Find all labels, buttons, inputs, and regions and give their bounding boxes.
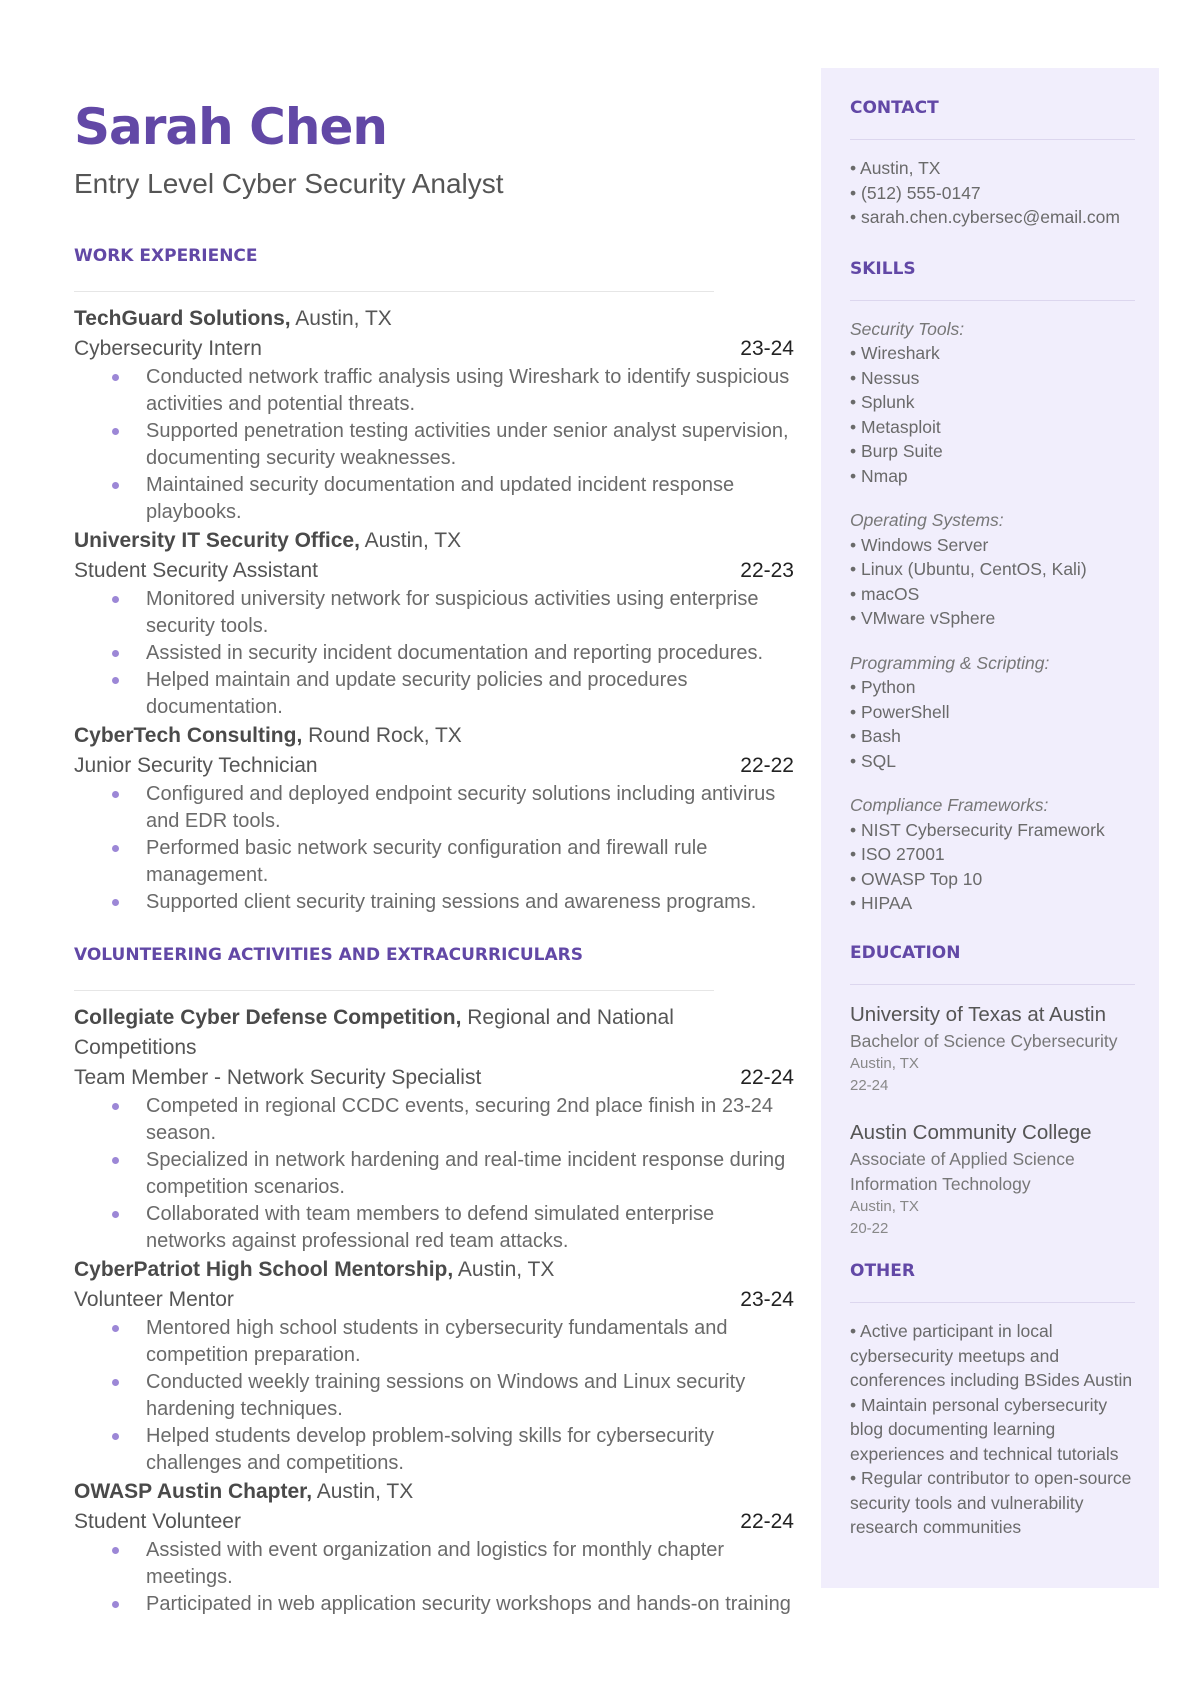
role-title: Student Security Assistant — [74, 559, 318, 582]
bullet-dot-icon — [112, 1157, 119, 1164]
education-list — [850, 1001, 1135, 1241]
bullet-text: Assisted in security incident documentation and reporting procedures. — [146, 642, 764, 664]
skill-item: • Nmap — [850, 465, 908, 486]
bullet-text: Monitored university network for suspicious activities using enterprise security tools. — [146, 588, 759, 637]
organization-location: Regional and National Competitions — [74, 1006, 674, 1059]
bullet-dot-icon — [112, 791, 119, 798]
school-name: Austin Community College — [850, 1121, 1092, 1144]
skill-item: • PowerShell — [850, 701, 950, 722]
bullet-text: Collaborated with team members to defend simulated enterprise networks against professional red team attacks. — [146, 1203, 715, 1252]
organization-name: OWASP Austin Chapter, — [74, 1480, 313, 1503]
bullet-dot-icon — [112, 1433, 119, 1440]
entry — [74, 1255, 796, 1477]
skill-category: Operating Systems: — [850, 510, 1004, 530]
entry-organization — [74, 1255, 796, 1285]
school-location: Austin, TX — [850, 1198, 919, 1215]
entry-organization — [74, 721, 796, 751]
education-entry — [850, 1001, 1135, 1098]
role-title: Student Volunteer — [74, 1510, 241, 1533]
bullet-dot-icon — [112, 1601, 119, 1608]
bullet-item — [74, 1423, 796, 1477]
main-column — [74, 95, 796, 1618]
role-title: Cybersecurity Intern — [74, 337, 262, 360]
skill-item: • ISO 27001 — [850, 844, 945, 864]
bullet-text: Helped maintain and update security policies and procedures documentation. — [146, 669, 688, 718]
sidebar — [821, 68, 1159, 1588]
other-heading: OTHER — [850, 1261, 915, 1281]
sidebar-divider — [850, 300, 1135, 301]
bullet-list — [74, 1315, 796, 1477]
skill-item: • Python — [850, 677, 916, 697]
bullet-dot-icon — [112, 374, 119, 381]
organization-location: Austin, TX — [359, 529, 462, 552]
skill-item: • NIST Cybersecurity Framework — [850, 819, 1105, 840]
role-row — [74, 334, 796, 364]
sidebar-divider — [850, 984, 1135, 985]
bullet-item — [74, 667, 796, 721]
entry — [74, 721, 796, 916]
other-item: • Regular contributor to open-source security tools and vulnerability research communities — [850, 1468, 1132, 1537]
bullet-dot-icon — [112, 845, 119, 852]
section-divider — [74, 291, 714, 292]
contact-item: • sarah.chen.cybersec@email.com — [850, 207, 1120, 227]
bullet-dot-icon — [112, 1379, 119, 1386]
organization-location: Austin, TX — [290, 307, 392, 330]
organization-name: CyberTech Consulting, — [74, 724, 303, 747]
bullet-text: Participated in web application security workshops and hands-on training — [146, 1593, 791, 1615]
organization-location: Round Rock, TX — [302, 724, 462, 747]
bullet-item — [74, 1201, 796, 1255]
bullet-text: Conducted weekly training sessions on Windows and Linux security hardening techniques. — [146, 1371, 746, 1420]
bullet-item — [74, 1315, 796, 1369]
organization-name: CyberPatriot High School Mentorship, — [74, 1258, 454, 1281]
bullet-item — [74, 418, 796, 472]
role-dates: 22-24 — [740, 1510, 794, 1533]
role-row — [74, 1507, 796, 1537]
bullet-text: Supported client security training sessions and awareness programs. — [146, 891, 757, 913]
work-experience-list — [74, 304, 796, 916]
degree-name: Bachelor of Science Cybersecurity — [850, 1030, 1118, 1051]
contact-item: • (512) 555-0147 — [850, 182, 981, 203]
other-list — [850, 1319, 1135, 1540]
bullet-dot-icon — [112, 677, 119, 684]
job-title: Entry Level Cyber Security Analyst — [74, 168, 504, 199]
bullet-dot-icon — [112, 1547, 119, 1554]
bullet-text: Assisted with event organization and logistics for monthly chapter meetings. — [146, 1539, 725, 1588]
bullet-item — [74, 1369, 796, 1423]
degree-name: Information Technology — [850, 1173, 1031, 1194]
skills-list — [850, 317, 1135, 916]
entry — [74, 1003, 796, 1255]
role-row — [74, 1285, 796, 1315]
other-item: • Maintain personal cybersecurity blog documenting learning experiences and technical tutorials — [850, 1394, 1119, 1464]
entry — [74, 1477, 796, 1618]
bullet-item — [74, 1147, 796, 1201]
role-row — [74, 751, 796, 781]
section-divider — [74, 990, 714, 991]
bullet-item — [74, 640, 796, 667]
skill-item: • HIPAA — [850, 893, 913, 913]
role-dates: 23-24 — [740, 337, 794, 360]
skill-item: • Wireshark — [850, 343, 940, 363]
bullet-text: Configured and deployed endpoint security solutions including antivirus and EDR tools. — [146, 783, 776, 832]
bullet-dot-icon — [112, 482, 119, 489]
school-dates: 20-22 — [850, 1220, 889, 1237]
entry-organization — [74, 1003, 796, 1063]
bullet-item — [74, 1537, 796, 1591]
skill-item: • Metasploit — [850, 416, 941, 437]
organization-name: TechGuard Solutions, — [74, 307, 291, 330]
role-dates: 23-24 — [740, 1288, 794, 1311]
skills-heading: SKILLS — [850, 258, 916, 279]
skill-category: Compliance Frameworks: — [850, 795, 1049, 815]
work-experience-heading: WORK EXPERIENCE — [74, 246, 258, 266]
bullet-list — [74, 586, 796, 721]
bullet-list — [74, 1537, 796, 1618]
other-item: • Active participant in local cybersecurity meetups and conferences including BSides Austin — [850, 1321, 1133, 1390]
bullet-dot-icon — [112, 1325, 119, 1332]
candidate-name: Sarah Chen — [74, 98, 387, 156]
bullet-item — [74, 1093, 796, 1147]
education-heading: EDUCATION — [850, 942, 961, 963]
organization-name: University IT Security Office, — [74, 529, 360, 552]
entry — [74, 526, 796, 721]
bullet-text: Competed in regional CCDC events, securing 2nd place finish in 23-24 season. — [146, 1095, 774, 1144]
role-title: Volunteer Mentor — [74, 1288, 234, 1311]
contact-heading: CONTACT — [850, 98, 939, 118]
bullet-text: Supported penetration testing activities under senior analyst supervision, documenting security weaknesses. — [146, 420, 789, 469]
skill-category: Programming & Scripting: — [850, 652, 1050, 673]
education-entry — [850, 1119, 1135, 1240]
degree-name: Associate of Applied Science — [850, 1149, 1075, 1169]
bullet-text: Maintained security documentation and updated incident response playbooks. — [146, 474, 735, 523]
school-location: Austin, TX — [850, 1055, 919, 1072]
skill-group — [850, 793, 1135, 916]
bullet-item — [74, 586, 796, 640]
role-dates: 22-23 — [740, 559, 794, 582]
role-title: Team Member - Network Security Specialist — [74, 1066, 482, 1089]
bullet-item — [74, 472, 796, 526]
sidebar-divider — [850, 1302, 1135, 1303]
contact-list — [850, 156, 1135, 230]
role-dates: 22-22 — [740, 754, 794, 777]
bullet-dot-icon — [112, 1211, 119, 1218]
bullet-dot-icon — [112, 596, 119, 603]
organization-location: Austin, TX — [312, 1480, 414, 1503]
role-row — [74, 556, 796, 586]
role-title: Junior Security Technician — [74, 754, 318, 777]
skill-item: • Splunk — [850, 392, 915, 412]
entry-organization — [74, 1477, 796, 1507]
skill-group — [850, 651, 1135, 774]
role-row — [74, 1063, 796, 1093]
bullet-text: Helped students develop problem-solving skills for cybersecurity challenges and competitions. — [146, 1425, 715, 1474]
bullet-text: Performed basic network security configuration and firewall rule management. — [146, 837, 708, 886]
contact-item: • Austin, TX — [850, 158, 941, 178]
skill-item: • Nessus — [850, 367, 920, 388]
school-name: University of Texas at Austin — [850, 1002, 1106, 1026]
entry-organization — [74, 526, 796, 556]
bullet-item — [74, 364, 796, 418]
bullet-list — [74, 781, 796, 916]
skill-item: • Burp Suite — [850, 441, 943, 461]
volunteering-list — [74, 1003, 796, 1618]
bullet-list — [74, 1093, 796, 1255]
sidebar-divider — [850, 139, 1135, 140]
bullet-text: Specialized in network hardening and real-time incident response during competition scenarios. — [146, 1149, 786, 1198]
skill-item: • SQL — [850, 750, 897, 771]
skill-category: Security Tools: — [850, 318, 965, 339]
bullet-item — [74, 1591, 796, 1618]
skill-group — [850, 317, 1135, 489]
skill-item: • Windows Server — [850, 534, 989, 555]
organization-location: Austin, TX — [453, 1258, 555, 1281]
school-dates: 22-24 — [850, 1077, 889, 1094]
organization-name: Collegiate Cyber Defense Competition, — [74, 1006, 462, 1029]
skill-group — [850, 508, 1135, 631]
volunteering-heading: VOLUNTEERING ACTIVITIES AND EXTRACURRICULARS — [74, 945, 584, 965]
bullet-text: Conducted network traffic analysis using Wireshark to identify suspicious activities and potential threats. — [146, 366, 790, 415]
bullet-item — [74, 781, 796, 835]
role-dates: 22-24 — [740, 1066, 794, 1089]
bullet-dot-icon — [112, 1103, 119, 1110]
skill-item: • Linux (Ubuntu, CentOS, Kali) — [850, 559, 1087, 579]
bullet-dot-icon — [112, 899, 119, 906]
bullet-item — [74, 835, 796, 889]
bullet-text: Mentored high school students in cybersecurity fundamentals and competition preparation. — [146, 1317, 728, 1366]
entry-organization — [74, 304, 796, 334]
bullet-item — [74, 889, 796, 916]
bullet-list — [74, 364, 796, 526]
skill-item: • Bash — [850, 726, 901, 746]
entry — [74, 304, 796, 526]
skill-item: • OWASP Top 10 — [850, 868, 983, 889]
skill-item: • VMware vSphere — [850, 608, 996, 628]
skill-item: • macOS — [850, 583, 920, 604]
bullet-dot-icon — [112, 650, 119, 657]
bullet-dot-icon — [112, 428, 119, 435]
